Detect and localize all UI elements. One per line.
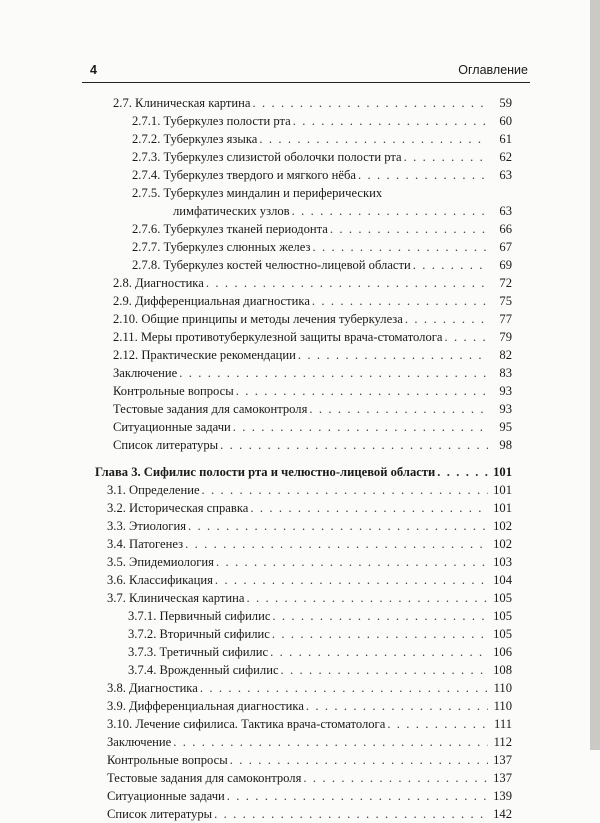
toc-chapter-3[interactable]: Глава 3. Сифилис полости рта и челюстно-лицевой области . . . 101 — [0, 463, 512, 481]
toc-entry[interactable]: 2.7.6. Туберкулез тканей периодонта . . . 66 — [0, 220, 512, 238]
toc-entry[interactable]: Тестовые задания для самоконтроля . . . 137 — [0, 769, 512, 787]
page-number: 4 — [90, 63, 97, 77]
toc-entry[interactable]: 3.8. Диагностика . . . 110 — [0, 679, 512, 697]
toc-entry[interactable]: 3.7.1. Первичный сифилис . . . 105 — [0, 607, 512, 625]
toc-entry[interactable]: Заключение . . . 83 — [0, 364, 512, 382]
toc-entry[interactable]: 2.7. Клиническая картина . . . 59 — [0, 94, 512, 112]
toc-entry[interactable]: 2.8. Диагностика . . . 72 — [0, 274, 512, 292]
toc-entry[interactable]: 3.1. Определение . . . 101 — [0, 481, 512, 499]
toc-entry-continuation[interactable]: лимфатических узлов . . . 63 — [0, 202, 512, 220]
toc-entry[interactable]: 2.11. Меры противотуберкулезной защиты врача-стоматолога . . . 79 — [0, 328, 512, 346]
toc-entry[interactable]: Контрольные вопросы . . . 137 — [0, 751, 512, 769]
toc-entry[interactable]: 2.12. Практические рекомендации . . . 82 — [0, 346, 512, 364]
toc-entry[interactable]: Ситуационные задачи . . . 95 — [0, 418, 512, 436]
toc-entry[interactable]: Заключение . . . 112 — [0, 733, 512, 751]
toc-entry[interactable]: Тестовые задания для самоконтроля . . . 93 — [0, 400, 512, 418]
toc-entry[interactable]: 3.7.4. Врожденный сифилис . . . 108 — [0, 661, 512, 679]
toc-entry[interactable]: 3.10. Лечение сифилиса. Тактика врача-стоматолога . . . 111 — [0, 715, 512, 733]
toc-entry[interactable]: Список литературы . . . 142 — [0, 805, 512, 823]
toc-entry[interactable]: 3.3. Этиология . . . 102 — [0, 517, 512, 535]
toc-entry[interactable]: 2.7.3. Туберкулез слизистой оболочки полости рта . . . 62 — [0, 148, 512, 166]
toc-entry[interactable]: 3.6. Классификация . . . 104 — [0, 571, 512, 589]
toc-entry[interactable]: 3.2. Историческая справка . . . 101 — [0, 499, 512, 517]
toc-entry[interactable]: 3.5. Эпидемиология . . . 103 — [0, 553, 512, 571]
running-title: Оглавление — [458, 63, 528, 77]
toc-entry[interactable]: 3.7. Клиническая картина . . . 105 — [0, 589, 512, 607]
toc-entry[interactable]: 3.7.3. Третичный сифилис . . . 106 — [0, 643, 512, 661]
toc-entry[interactable]: Контрольные вопросы . . . 93 — [0, 382, 512, 400]
toc-entry[interactable]: 2.10. Общие принципы и методы лечения туберкулеза . . . 77 — [0, 310, 512, 328]
table-of-contents — [0, 94, 600, 823]
toc-entry[interactable]: 2.9. Дифференциальная диагностика . . . 75 — [0, 292, 512, 310]
toc-entry[interactable]: 2.7.7. Туберкулез слюнных желез . . . 67 — [0, 238, 512, 256]
toc-entry[interactable]: 2.7.1. Туберкулез полости рта . . . 60 — [0, 112, 512, 130]
toc-entry[interactable]: 2.7.8. Туберкулез костей челюстно-лицевой области . . . 69 — [0, 256, 512, 274]
header-rule — [82, 82, 530, 83]
toc-entry[interactable]: Ситуационные задачи . . . 139 — [0, 787, 512, 805]
running-header — [82, 63, 528, 83]
toc-entry[interactable]: 3.9. Дифференциальная диагностика . . . 110 — [0, 697, 512, 715]
toc-entry[interactable]: 3.7.2. Вторичный сифилис . . . 105 — [0, 625, 512, 643]
toc-entry[interactable]: 2.7.5. Туберкулез миндалин и периферических — [132, 186, 383, 200]
toc-entry[interactable]: 2.7.2. Туберкулез языка . . . 61 — [0, 130, 512, 148]
toc-entry[interactable]: 2.7.4. Туберкулез твердого и мягкого нёба . . . 63 — [0, 166, 512, 184]
toc-entry[interactable]: Список литературы . . . 98 — [0, 436, 512, 454]
toc-entry[interactable]: 3.4. Патогенез . . . 102 — [0, 535, 512, 553]
